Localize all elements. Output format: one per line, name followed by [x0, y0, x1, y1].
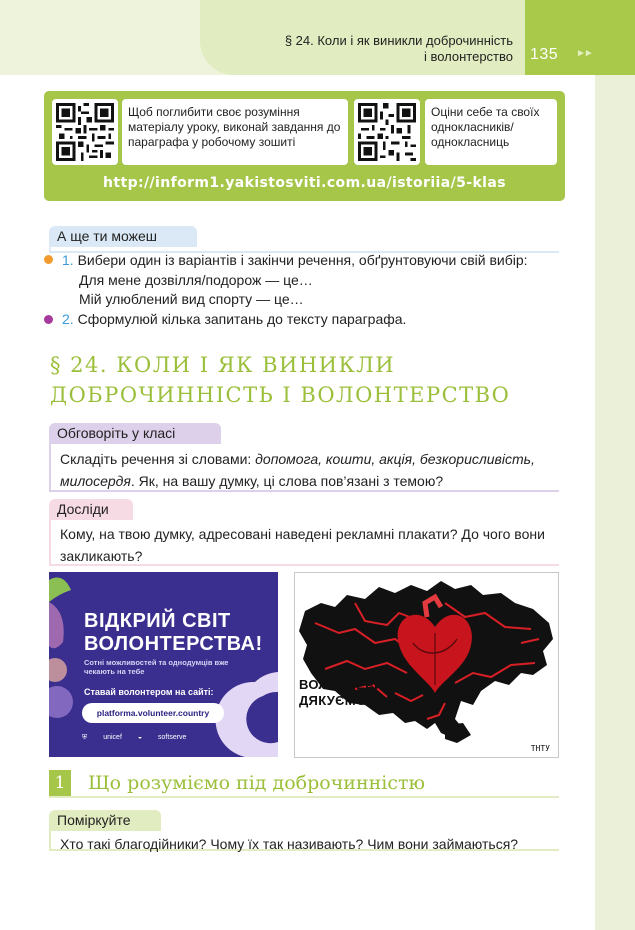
section-title-line2: ДОБРОЧИННІСТЬ І ВОЛОНТЕРСТВО [50, 383, 511, 407]
poster-headline-line1: ВІДКРИЙ СВІТ [84, 610, 231, 632]
qr-code-icon [52, 99, 118, 165]
consider-label: Поміркуйте [49, 810, 161, 831]
orange-bullet-icon [44, 255, 53, 264]
poster-call-to-action: Ставай волонтером на сайті: [84, 687, 214, 697]
explore-text-line2: закликають? [60, 548, 143, 564]
poster-thanks-text [299, 677, 388, 709]
resources-url-link[interactable]: http://inform1.yakistosviti.com.ua/istoriia/5-klas [103, 175, 506, 191]
resources-box [44, 91, 565, 201]
task-2-text: Сформулюй кілька запитань до тексту параграфа. [77, 311, 407, 327]
poster-headline-line2: ВОЛОНТЕРСТВА! [84, 633, 263, 655]
artist-signature: ТНТУ [530, 744, 550, 753]
poster-thanks-line1: ВОЛОНТЕРИ! [299, 677, 389, 692]
qr-code-icon [354, 99, 420, 165]
poster-thanks-line2: ДЯКУЄМО! [299, 693, 371, 708]
running-header [213, 33, 513, 65]
discuss-label: Обговоріть у класі [49, 423, 221, 444]
ukraine-map-heart-icon [295, 573, 560, 759]
task-2 [62, 309, 406, 329]
discuss-text-plain2: . Як, на вашу думку, ці слова пов’язані з темою? [130, 473, 444, 489]
self-assessment-note: Оціни себе та своїх однокласників/ однокласниць [425, 99, 557, 165]
poster-headline [84, 610, 263, 656]
poster-logos [82, 734, 200, 742]
explore-text [60, 523, 558, 567]
ministry-logo-icon: ◒ [137, 734, 143, 741]
task-2-number: 2. [62, 311, 74, 327]
subsection-number: 1 [49, 770, 71, 796]
unicef-logo: unicef [103, 734, 122, 741]
thanks-volunteers-poster [294, 572, 559, 758]
next-page-arrows-icon: ►► [576, 48, 592, 59]
discuss-text-plain1: Складіть речення зі словами: [60, 451, 256, 467]
purple-bullet-icon [44, 315, 53, 324]
task-1-number: 1. [62, 252, 74, 268]
side-strip [595, 75, 635, 930]
consider-text: Хто такі благодійники? Чому їх так називають? Чим вони займаються? [60, 836, 519, 852]
task-1 [62, 250, 528, 270]
coat-of-arms-icon: ⛨ [82, 734, 88, 741]
task-1-option-2: Мій улюблений вид спорту — це… [79, 291, 304, 307]
discuss-keywords1: допомога, кошти, акція, безкорисливість, [255, 451, 535, 467]
section-title [50, 350, 510, 410]
poster-subtitle: Сотні можливостей та однодумців вже чекають на тебе [84, 658, 229, 676]
explore-label: Досліди [49, 499, 133, 520]
explore-text-line1: Кому, на твою думку, адресовані наведені рекламні плакати? До чого вони [60, 526, 545, 542]
subsection-title: Що розуміємо під доброчинністю [88, 772, 426, 794]
volunteer-poster [49, 572, 278, 757]
extra-tasks-label: А ще ти можеш [49, 226, 197, 247]
running-header-line1: § 24. Коли і як виникли доброчинність [284, 33, 513, 48]
discuss-keywords2: милосердя [60, 473, 131, 489]
poster-url: platforma.volunteer.country [82, 703, 224, 723]
task-1-text: Вибери один із варіантів і закінчи речення, обґрунтовуючи свій вибір: [77, 252, 528, 268]
task-1-option-1: Для мене дозвілля/подорож — це… [79, 272, 313, 288]
running-header-line2: і волонтерство [423, 49, 513, 64]
subsection-divider [49, 796, 559, 798]
softserve-logo: softserve [158, 734, 187, 741]
workbook-note: Щоб поглибити своє розуміння матеріалу уроку, виконай завдання до параграфа у робочому зошиті [122, 99, 348, 165]
discuss-text [60, 448, 558, 492]
section-title-line1: § 24. КОЛИ І ЯК ВИНИКЛИ [50, 353, 396, 377]
page-number: 135 [530, 46, 559, 63]
